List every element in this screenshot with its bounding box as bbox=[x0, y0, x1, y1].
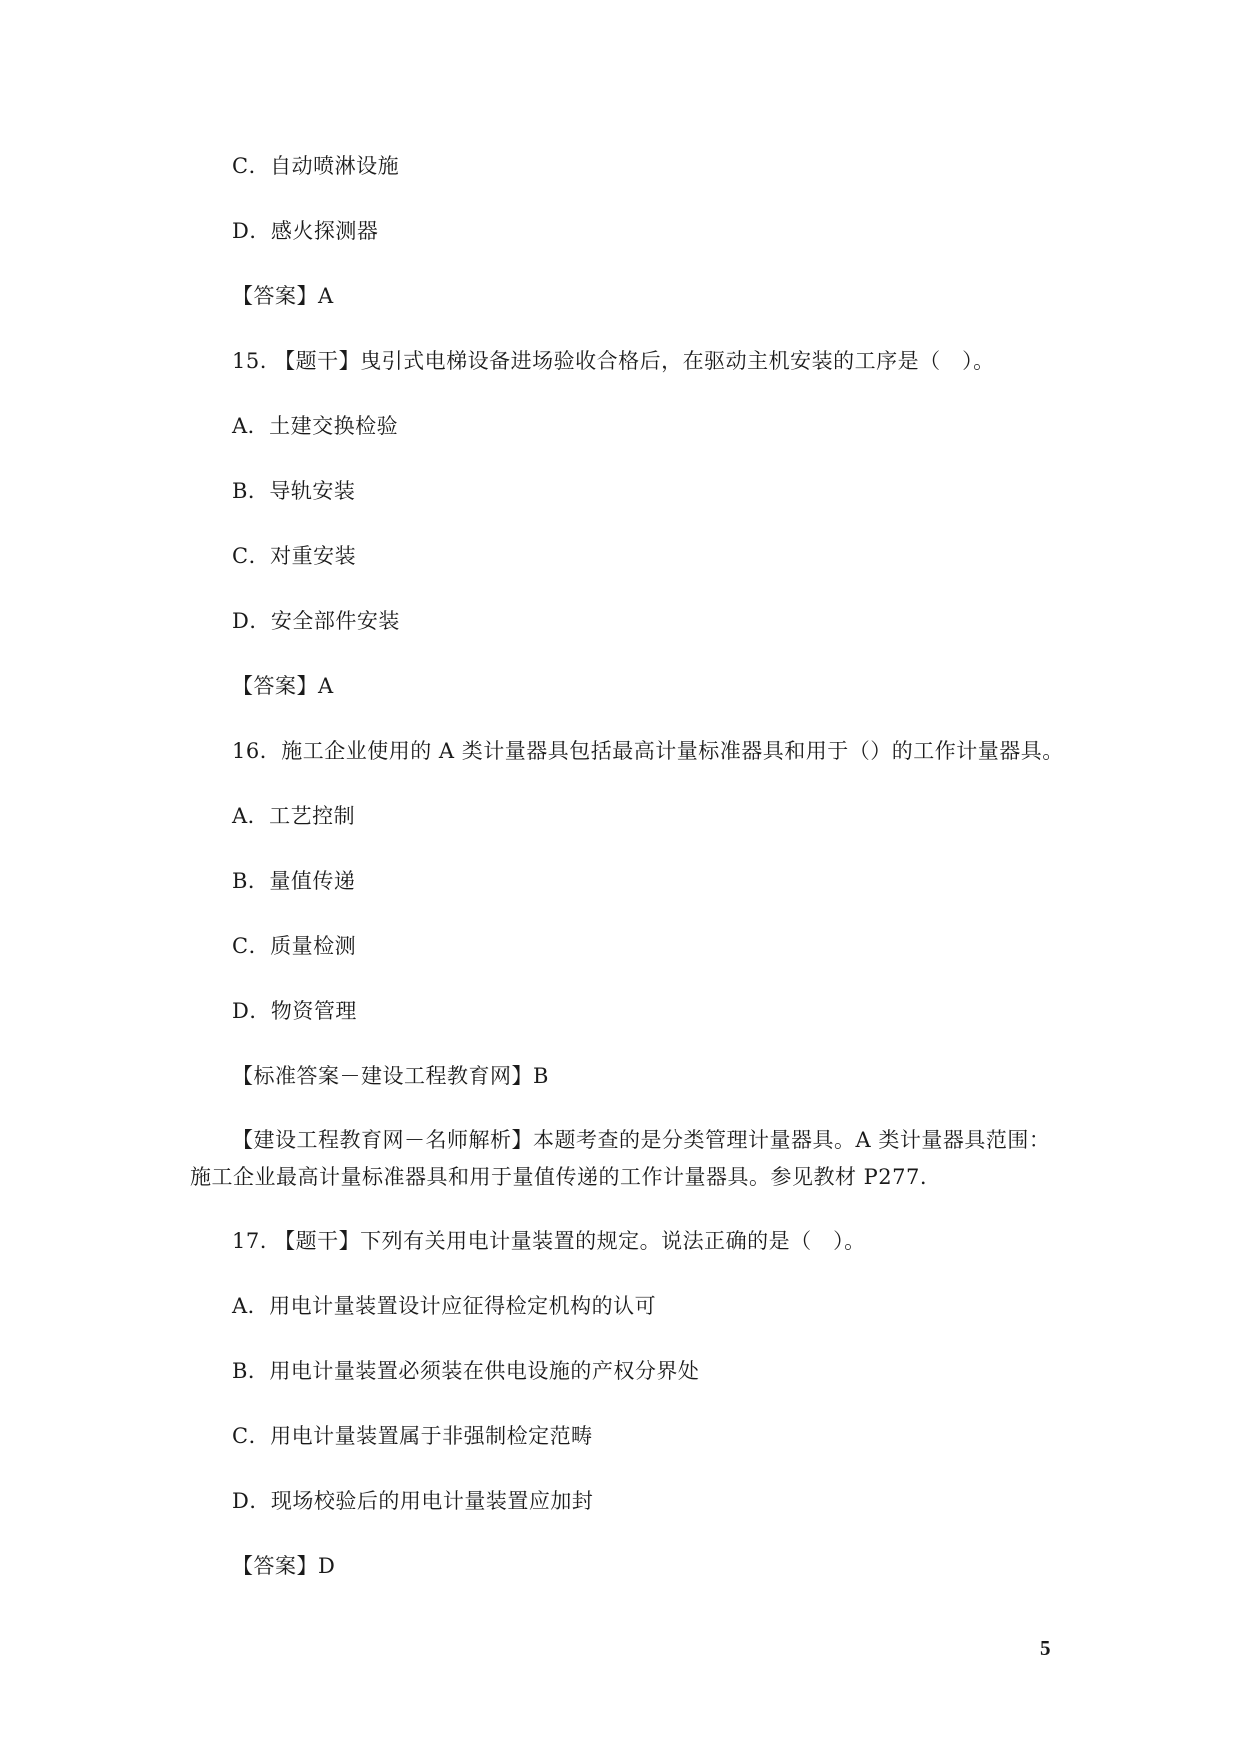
q15-option-c: C．对重安装 bbox=[232, 544, 357, 568]
q17-option-b: B．用电计量装置必须装在供电设施的产权分界处 bbox=[232, 1359, 700, 1383]
q17-option-d: D．现场校验后的用电计量装置应加封 bbox=[232, 1489, 594, 1513]
q14-option-c: C．自动喷淋设施 bbox=[232, 154, 400, 178]
q16-analysis: 【建设工程教育网－名师解析】本题考查的是分类管理计量器具。A 类计量器具范围：施工企业最高计量标准器具和用于量值传递的工作计量器具。参见教材 P277. bbox=[190, 1128, 1051, 1189]
q15-option-b: B．导轨安装 bbox=[232, 479, 356, 503]
q17-stem: 17. 【题干】下列有关用电计量装置的规定。说法正确的是（ ）。 bbox=[232, 1229, 866, 1253]
q16-option-d: D．物资管理 bbox=[232, 999, 357, 1023]
q15-stem: 15. 【题干】曳引式电梯设备进场验收合格后，在驱动主机安装的工序是（ ）。 bbox=[232, 349, 995, 373]
q16-answer: 【标准答案－建设工程教育网】B bbox=[232, 1064, 549, 1088]
q14-option-d: D．感火探测器 bbox=[232, 219, 379, 243]
q16-option-b: B．量值传递 bbox=[232, 869, 356, 893]
q17-option-c: C．用电计量装置属于非强制检定范畴 bbox=[232, 1424, 593, 1448]
q15-option-d: D．安全部件安装 bbox=[232, 609, 400, 633]
page-number: 5 bbox=[1040, 1636, 1051, 1660]
q15-answer: 【答案】A bbox=[232, 674, 334, 698]
q17-answer: 【答案】D bbox=[232, 1554, 336, 1578]
q16-option-c: C．质量检测 bbox=[232, 934, 357, 958]
q15-option-a: A．土建交换检验 bbox=[232, 414, 399, 438]
q17-option-a: A．用电计量装置设计应征得检定机构的认可 bbox=[232, 1294, 657, 1318]
q16-stem: 16．施工企业使用的 A 类计量器具包括最高计量标准器具和用于（）的工作计量器具。 bbox=[232, 739, 1064, 763]
q14-answer: 【答案】A bbox=[232, 284, 334, 308]
q16-option-a: A．工艺控制 bbox=[232, 804, 356, 828]
